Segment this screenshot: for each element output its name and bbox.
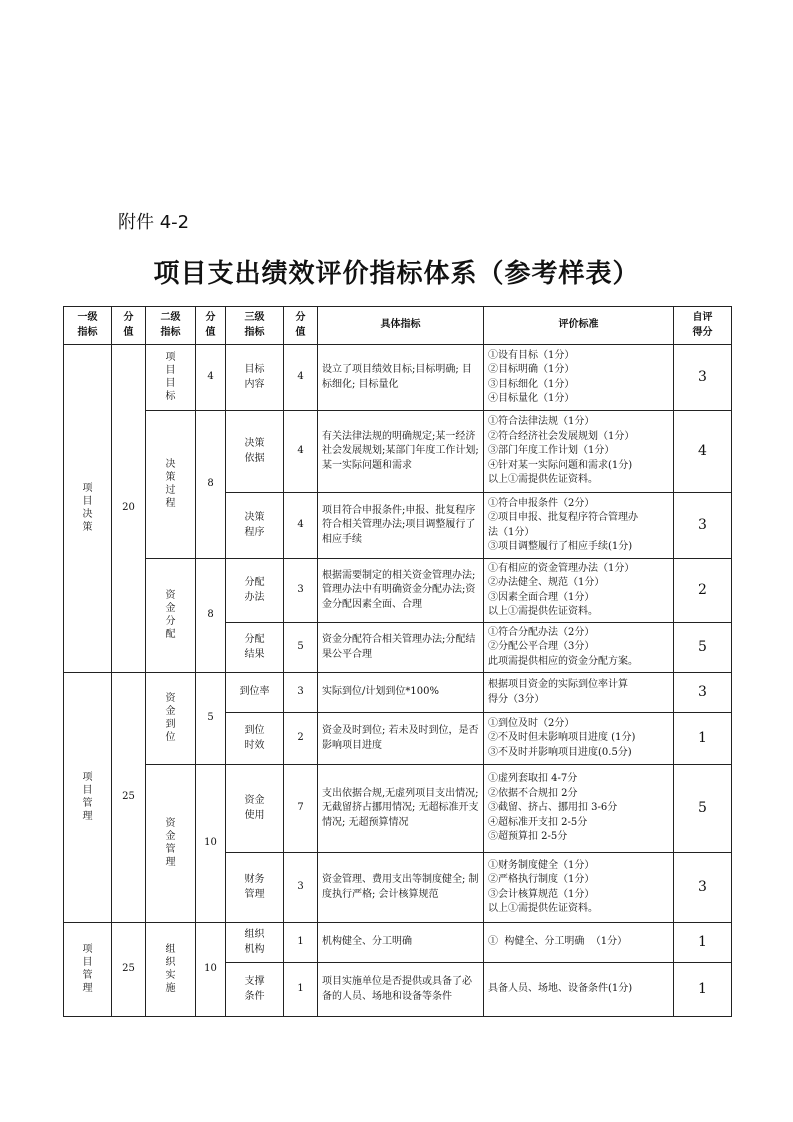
level3-score: 1 <box>284 963 318 1017</box>
criteria-line: ②依据不合规扣 2分 <box>488 787 578 799</box>
header-criteria: 评价标准 <box>484 307 674 345</box>
self-score: 1 <box>674 963 732 1017</box>
level2-score: 8 <box>196 411 226 559</box>
spec-cell: 机构健全、分工明确 <box>318 923 484 963</box>
level3-cell: 支撑 条件 <box>226 963 284 1017</box>
level3-score: 2 <box>284 713 318 765</box>
level2-cell: 组织实施 <box>146 923 196 1017</box>
self-score: 1 <box>674 923 732 963</box>
criteria-line: ④针对某一实际问题和需求(1分) <box>488 459 633 471</box>
criteria-line: ②不及时但未影响项目进度 (1分) <box>488 732 636 744</box>
level3-cell: 决策 依据 <box>226 411 284 493</box>
self-score: 3 <box>674 493 732 559</box>
criteria-line: ① 构健全、分工明确 （1分） <box>488 936 628 948</box>
self-score: 5 <box>674 623 732 673</box>
spec-cell: 项目符合申报条件;申报、批复程序符合相关管理办法;项目调整履行了相应手续 <box>318 493 484 559</box>
criteria-line: 法（1分） <box>488 526 535 538</box>
criteria-cell <box>484 923 674 963</box>
criteria-line: ①设有目标（1分） <box>488 349 575 361</box>
level1-cell: 项目决策 <box>64 345 112 673</box>
criteria-line: ②严格执行制度（1分） <box>488 874 595 885</box>
self-score: 3 <box>674 673 732 713</box>
criteria-line: ③会计核算规范（1分） <box>488 888 595 900</box>
criteria-line: ③部门年度工作计划（1分） <box>488 445 615 457</box>
level2-cell: 决策过程 <box>146 411 196 559</box>
header-row <box>64 307 732 345</box>
level2-score: 8 <box>196 559 226 673</box>
level2-cell: 项目目标 <box>146 345 196 411</box>
level3-cell: 目标 内容 <box>226 345 284 411</box>
level1-score: 25 <box>112 923 146 1017</box>
level3-score: 3 <box>284 559 318 623</box>
criteria-line: ②符合经济社会发展规划（1分） <box>488 430 635 442</box>
criteria-line: ③项目调整履行了相应手续(1分) <box>488 541 633 552</box>
self-score: 3 <box>674 345 732 411</box>
criteria-line: ④目标量化（1分） <box>488 393 575 404</box>
level3-score: 4 <box>284 345 318 411</box>
criteria-line: ②分配公平合理（3分） <box>488 641 595 653</box>
level3-cell: 到位率 <box>226 673 284 713</box>
spec-cell: 项目实施单位是否提供或具备了必备的人员、场地和设备等条件 <box>318 963 484 1017</box>
level2-cell: 资金到位 <box>146 673 196 765</box>
criteria-line: ③截留、挤占、挪用扣 3-6分 <box>488 802 618 814</box>
spec-cell: 根据需要制定的相关资金管理办法;管理办法中有明确资金分配办法;资金分配因素全面、合理 <box>318 559 484 623</box>
criteria-line: ①有相应的资金管理办法（1分） <box>488 562 635 574</box>
header-level1: 一级 指标 <box>64 307 112 345</box>
level2-cell: 资金管理 <box>146 765 196 923</box>
level2-score: 5 <box>196 673 226 765</box>
table-row <box>64 411 732 493</box>
level3-score: 5 <box>284 623 318 673</box>
header-self-score: 自评 得分 <box>674 307 732 345</box>
criteria-cell <box>484 493 674 559</box>
spec-cell: 设立了项目绩效目标;目标明确; 目标细化; 目标量化 <box>318 345 484 411</box>
level1-score: 20 <box>112 345 146 673</box>
criteria-line: ①符合法律法规（1分） <box>488 416 595 428</box>
page-title: 项目支出绩效评价指标体系（参考样表） <box>153 259 640 289</box>
level1-cell: 项目管理 <box>64 923 112 1017</box>
criteria-cell <box>484 713 674 765</box>
table-row <box>64 923 732 963</box>
level3-cell: 组织 机构 <box>226 923 284 963</box>
level2-cell: 资金分配 <box>146 559 196 673</box>
criteria-line: 具备人员、场地、设备条件(1分) <box>488 983 633 995</box>
header-spec: 具体指标 <box>318 307 484 345</box>
criteria-cell <box>484 411 674 493</box>
criteria-line: ⑤超预算扣 2-5分 <box>488 831 568 843</box>
table-row <box>64 765 732 853</box>
criteria-line: 以上①需提供佐证资料。 <box>488 606 598 617</box>
criteria-line: ①虚列套取扣 4-7分 <box>488 773 578 785</box>
level2-score: 10 <box>196 923 226 1017</box>
level2-score: 10 <box>196 765 226 923</box>
criteria-cell <box>484 853 674 923</box>
level3-score: 3 <box>284 853 318 923</box>
criteria-line: ②项目申报、批复程序符合管理办 <box>488 512 638 523</box>
level2-score: 4 <box>196 345 226 411</box>
criteria-cell <box>484 765 674 853</box>
self-score: 1 <box>674 713 732 765</box>
criteria-line: ②办法健全、规范（1分） <box>488 577 605 588</box>
criteria-cell <box>484 623 674 673</box>
evaluation-table <box>63 306 732 1017</box>
criteria-line: ④超标准开支扣 2-5分 <box>488 816 588 828</box>
level3-cell: 分配 办法 <box>226 559 284 623</box>
self-score: 2 <box>674 559 732 623</box>
criteria-line: ①符合分配办法（2分） <box>488 626 595 638</box>
level3-cell: 决策 程序 <box>226 493 284 559</box>
level1-cell: 项目管理 <box>64 673 112 923</box>
criteria-line: ①财务制度健全（1分） <box>488 859 595 871</box>
criteria-cell <box>484 963 674 1017</box>
table-row <box>64 559 732 623</box>
criteria-line: 得分（3分） <box>488 693 545 705</box>
header-level3: 三级 指标 <box>226 307 284 345</box>
spec-cell: 资金管理、费用支出等制度健全; 制度执行严格; 会计核算规范 <box>318 853 484 923</box>
spec-cell: 实际到位/计划到位*100% <box>318 673 484 713</box>
header-score1: 分 值 <box>112 307 146 345</box>
criteria-cell <box>484 673 674 713</box>
table-row <box>64 673 732 713</box>
self-score: 4 <box>674 411 732 493</box>
spec-cell: 支出依据合规,无虚列项目支出情况; 无截留挤占挪用情况; 无超标准开支情况; 无超预算情况 <box>318 765 484 853</box>
self-score: 3 <box>674 853 732 923</box>
table-row <box>64 345 732 411</box>
criteria-line: ③因素全面合理（1分） <box>488 591 595 603</box>
attachment-label: 附件 4-2 <box>118 212 190 233</box>
spec-cell: 有关法律法规的明确规定;某一经济社会发展规划;某部门年度工作计划;某一实际问题和需求 <box>318 411 484 493</box>
criteria-line: ①符合申报条件（2分） <box>488 497 595 509</box>
criteria-line: 以上①需提供佐证资料。 <box>488 474 598 486</box>
level3-cell: 财务 管理 <box>226 853 284 923</box>
criteria-line: 以上①需提供佐证资料。 <box>488 903 598 914</box>
level3-cell: 分配 结果 <box>226 623 284 673</box>
criteria-line: ③不及时并影响项目进度(0.5分) <box>488 746 632 758</box>
level3-score: 1 <box>284 923 318 963</box>
level3-score: 3 <box>284 673 318 713</box>
level3-score: 7 <box>284 765 318 853</box>
header-score2: 分 值 <box>196 307 226 345</box>
spec-cell: 资金及时到位; 若未及时到位，是否影响项目进度 <box>318 713 484 765</box>
level3-score: 4 <box>284 493 318 559</box>
criteria-line: ③目标细化（1分） <box>488 378 575 390</box>
header-level2: 二级 指标 <box>146 307 196 345</box>
spec-cell: 资金分配符合相关管理办法;分配结果公平合理 <box>318 623 484 673</box>
level3-cell: 到位 时效 <box>226 713 284 765</box>
header-score3: 分 值 <box>284 307 318 345</box>
criteria-line: ②目标明确（1分） <box>488 364 575 375</box>
level3-score: 4 <box>284 411 318 493</box>
level1-score: 25 <box>112 673 146 923</box>
criteria-cell <box>484 345 674 411</box>
criteria-cell <box>484 559 674 623</box>
criteria-line: 此项需提供相应的资金分配方案。 <box>488 655 638 667</box>
criteria-line: ①到位及时（2分） <box>488 717 575 729</box>
criteria-line: 根据项目资金的实际到位率计算 <box>488 679 628 690</box>
level3-cell: 资金 使用 <box>226 765 284 853</box>
self-score: 5 <box>674 765 732 853</box>
